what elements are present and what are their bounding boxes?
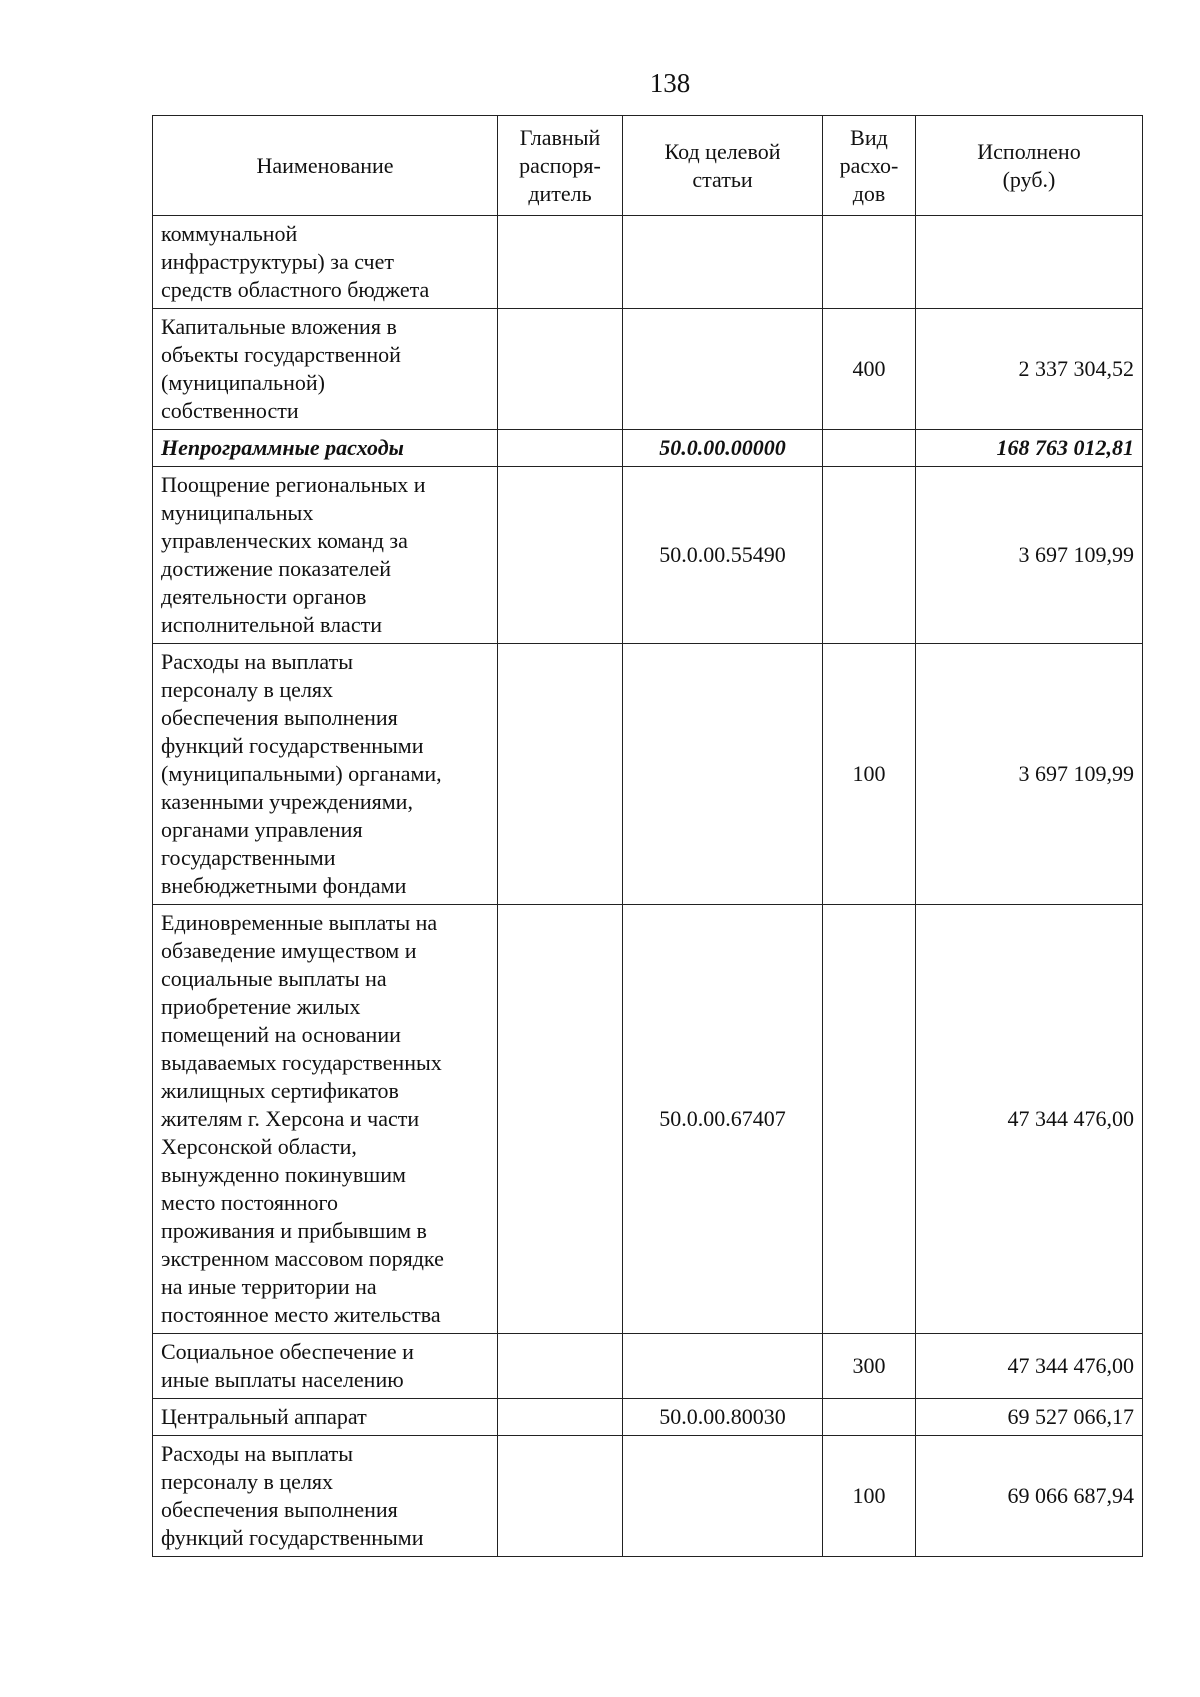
cell-manager <box>498 644 623 905</box>
cell-name: Центральный аппарат <box>153 1399 498 1436</box>
cell-amount: 47 344 476,00 <box>916 1334 1143 1399</box>
table-header <box>153 116 1143 216</box>
cell-name: коммунальной инфраструктуры) за счет средств областного бюджета <box>153 216 498 309</box>
table-row <box>153 905 1143 1334</box>
table-row <box>153 216 1143 309</box>
cell-type: 400 <box>823 309 916 430</box>
cell-code <box>623 1334 823 1399</box>
cell-code: 50.0.00.00000 <box>623 430 823 467</box>
cell-type <box>823 216 916 309</box>
cell-amount: 69 066 687,94 <box>916 1436 1143 1557</box>
cell-manager <box>498 1399 623 1436</box>
cell-code <box>623 1436 823 1557</box>
header-row <box>153 116 1143 216</box>
cell-manager <box>498 216 623 309</box>
cell-name: Капитальные вложения в объекты государственной (муниципальной) собственности <box>153 309 498 430</box>
cell-manager <box>498 467 623 644</box>
table-row <box>153 1334 1143 1399</box>
cell-name: Расходы на выплаты персоналу в целях обеспечения выполнения функций государственными (муниципальными) органами, казенными учреждениями, органами управления государственными внебюджетными фондами <box>153 644 498 905</box>
cell-amount: 47 344 476,00 <box>916 905 1143 1334</box>
table-row <box>153 1399 1143 1436</box>
cell-amount: 69 527 066,17 <box>916 1399 1143 1436</box>
cell-manager <box>498 1334 623 1399</box>
cell-amount: 2 337 304,52 <box>916 309 1143 430</box>
cell-type: 300 <box>823 1334 916 1399</box>
cell-code: 50.0.00.67407 <box>623 905 823 1334</box>
cell-amount: 168 763 012,81 <box>916 430 1143 467</box>
header-executed: Исполнено (руб.) <box>916 116 1143 216</box>
header-type: Вид расхо- дов <box>823 116 916 216</box>
table-row <box>153 644 1143 905</box>
cell-manager <box>498 309 623 430</box>
page-number: 138 <box>649 68 691 98</box>
table-row <box>153 309 1143 430</box>
cell-code: 50.0.00.80030 <box>623 1399 823 1436</box>
budget-table <box>152 115 1143 1557</box>
header-manager: Главный распоря- дитель <box>498 116 623 216</box>
cell-manager <box>498 430 623 467</box>
cell-name: Расходы на выплаты персоналу в целях обеспечения выполнения функций государственными <box>153 1436 498 1557</box>
cell-name: Поощрение региональных и муниципальных управленческих команд за достижение показателей деятельности органов исполнительной власти <box>153 467 498 644</box>
cell-type <box>823 430 916 467</box>
cell-code <box>623 309 823 430</box>
table-row <box>153 1436 1143 1557</box>
header-name: Наименование <box>153 116 498 216</box>
cell-amount: 3 697 109,99 <box>916 644 1143 905</box>
cell-name: Непрограммные расходы <box>153 430 498 467</box>
table-row <box>153 430 1143 467</box>
cell-amount <box>916 216 1143 309</box>
cell-type <box>823 467 916 644</box>
cell-type <box>823 1399 916 1436</box>
cell-code <box>623 644 823 905</box>
cell-type <box>823 905 916 1334</box>
cell-code <box>623 216 823 309</box>
cell-amount: 3 697 109,99 <box>916 467 1143 644</box>
cell-type: 100 <box>823 1436 916 1557</box>
cell-manager <box>498 1436 623 1557</box>
table-body <box>153 216 1143 1557</box>
table-row <box>153 467 1143 644</box>
header-code: Код целевой статьи <box>623 116 823 216</box>
cell-manager <box>498 905 623 1334</box>
cell-type: 100 <box>823 644 916 905</box>
cell-name: Социальное обеспечение и иные выплаты населению <box>153 1334 498 1399</box>
cell-code: 50.0.00.55490 <box>623 467 823 644</box>
cell-name: Единовременные выплаты на обзаведение имуществом и социальные выплаты на приобретение жилых помещений на основании выдаваемых государственных жилищных сертификатов жителям г. Херсона и части Херсонской области, вынужденно покинувшим место постоянного проживания и прибывшим в экстренном массовом порядке на иные территории на постоянное место жительства <box>153 905 498 1334</box>
